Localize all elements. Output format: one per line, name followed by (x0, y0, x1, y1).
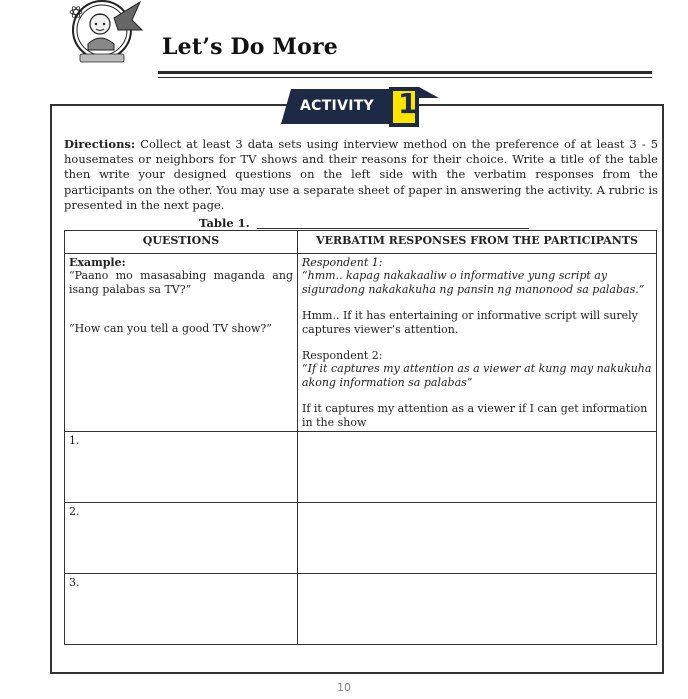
title-underline (158, 71, 652, 74)
page-number: 10 (337, 681, 351, 694)
page-title: Let’s Do More (162, 34, 338, 60)
table-header-row (65, 231, 657, 254)
response-cell-1[interactable] (298, 432, 657, 503)
table-caption: Table 1. (199, 216, 250, 230)
respondent-1-translation: Hmm.. If it has entertaining or informative script will surely captures viewer’s attention. (302, 309, 638, 336)
directions-paragraph (64, 137, 658, 213)
respondent-2-translation: If it captures my attention as a viewer if I can get information in the show (302, 402, 648, 429)
respondent-1-label: Respondent 1: (302, 256, 383, 269)
question-cell-3[interactable]: 3. (65, 574, 298, 645)
module-logo-icon (62, 0, 158, 74)
example-row (65, 254, 657, 432)
table-row (65, 432, 657, 503)
responses-header: VERBATIM RESPONSES FROM THE PARTICIPANTS (298, 231, 657, 254)
example-question-english: “How can you tell a good TV show?” (69, 322, 272, 336)
respondent-1-response: “hmm.. kapag nakakaaliw o informative yung script ay siguradong nakakakuha ng pansin ng manonood sa palabas.” (302, 269, 645, 296)
example-responses-cell (298, 254, 657, 432)
table-row (65, 574, 657, 645)
respondent-2-response: “If it captures my attention as a viewer at kung may nakukuha akong information sa palabas” (302, 362, 652, 389)
example-label: Example: (69, 256, 126, 269)
table-title-blank (257, 228, 529, 229)
questions-header: QUESTIONS (65, 231, 298, 254)
directions-text: Collect at least 3 data sets using interview method on the preference of at least 3 - 5 housemates or neighbors for TV shows and their reasons for their choice. Write a title of the table then write your designed questions on the left side with the verbatim responses from the participants on the other. You may use a separate sheet of paper in answering the activity. A rubric is presented in the next page. (64, 137, 659, 212)
table-row (65, 503, 657, 574)
example-question-tagalog: “Paano mo masasabing maganda ang isang palabas sa TV?” (69, 269, 293, 296)
question-cell-1[interactable]: 1. (65, 432, 298, 503)
activity-label: ACTIVITY (300, 98, 374, 114)
directions-lead: Directions: (64, 137, 136, 151)
interview-table (64, 230, 657, 645)
response-cell-3[interactable] (298, 574, 657, 645)
activity-number: 1 (398, 87, 418, 120)
title-underline-thin (158, 77, 652, 78)
respondent-2-label: Respondent 2: (302, 349, 383, 363)
response-cell-2[interactable] (298, 503, 657, 574)
question-cell-2[interactable]: 2. (65, 503, 298, 574)
example-questions-cell (65, 254, 298, 432)
